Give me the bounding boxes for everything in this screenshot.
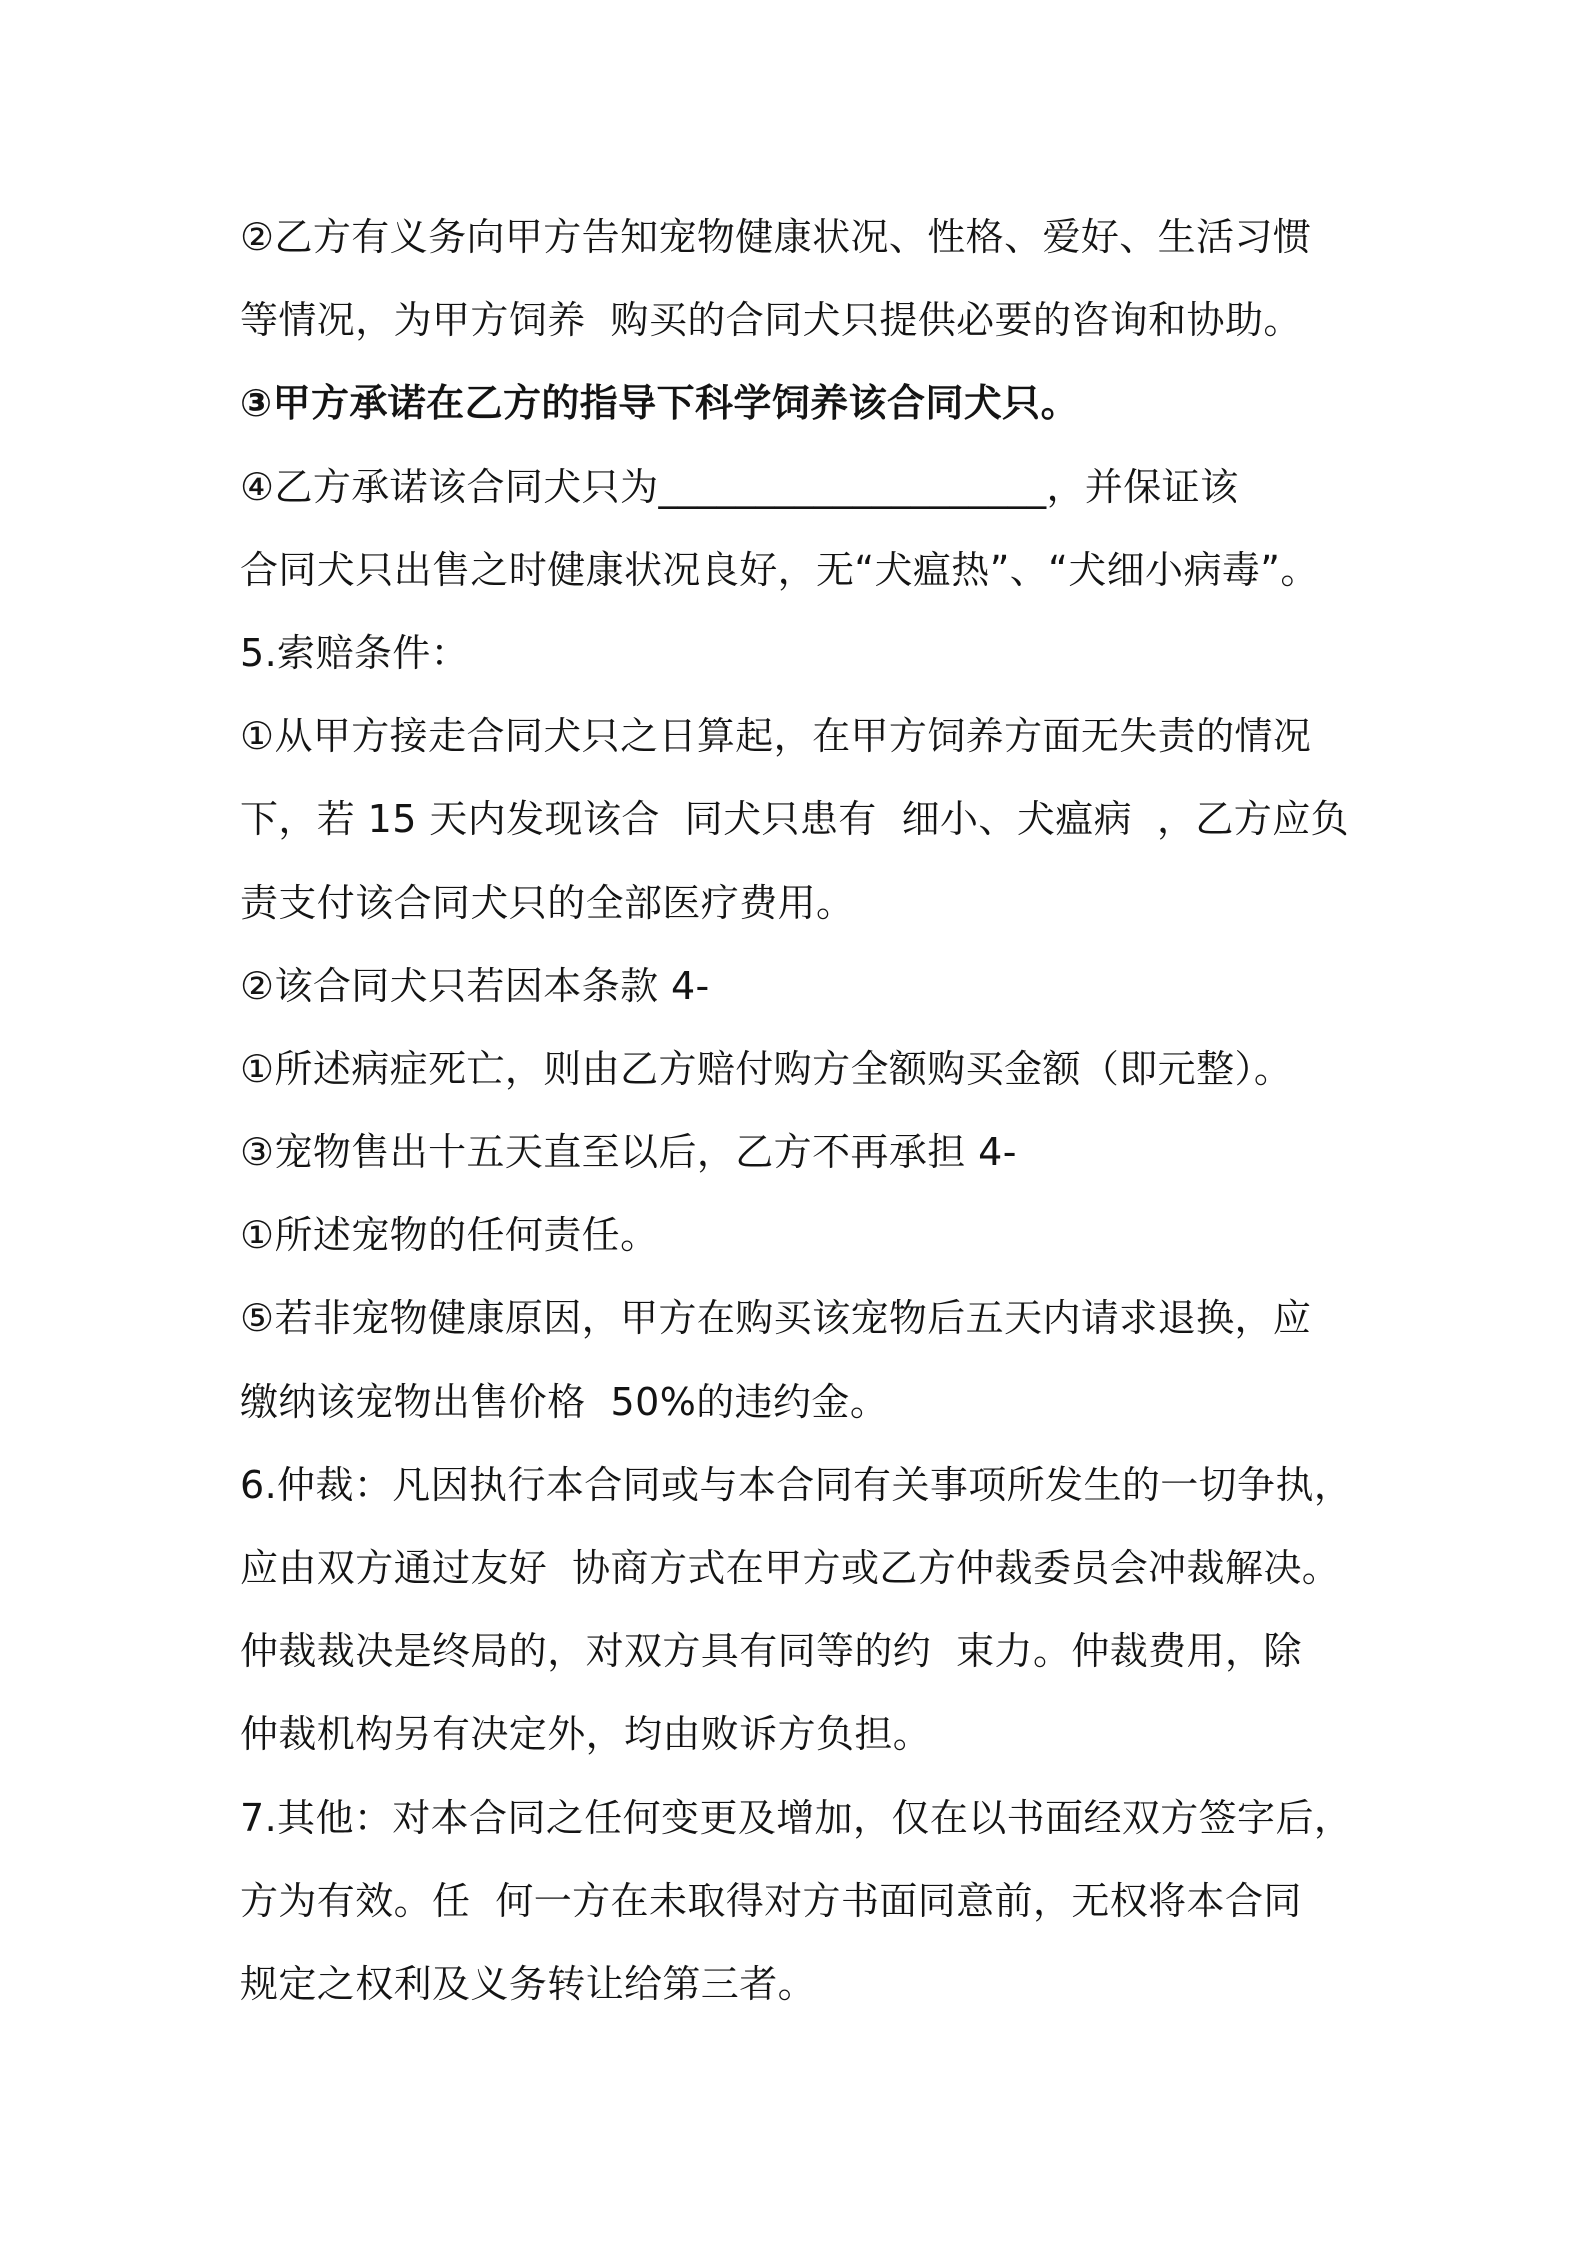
text-line: ①所述病症死亡，则由乙方赔付购方全额购买金额（即元整）。 [240, 1046, 1293, 1091]
text-line: 方为有效。任 何一方在未取得对方书面同意前，无权将本合同 [240, 1878, 1302, 1923]
section-heading: 6.仲裁：凡因执行本合同或与本合同有关事项所发生的一切争执， [240, 1462, 1353, 1507]
text-line: 等情况，为甲方饲养 购买的合同犬只提供必要的咨询和协助。 [240, 298, 1302, 343]
text-line: ③甲方承诺在乙方的指导下科学饲养该合同犬只。 [240, 381, 1079, 426]
text-line: 下，若 15 天内发现该合 同犬只患有 细小、犬瘟病 ，乙方应负 [240, 797, 1349, 842]
text-line: 仲裁机构另有决定外，均由败诉方负担。 [240, 1712, 932, 1757]
text-line: 责支付该合同犬只的全部医疗费用。 [240, 880, 855, 925]
text-line: 合同犬只出售之时健康状况良好，无“犬瘟热”、“犬细小病毒”。 [240, 547, 1319, 592]
text-line: ④乙方承诺该合同犬只为____________________，并保证该 [240, 464, 1239, 509]
text-line: ②乙方有义务向甲方告知宠物健康状况、性格、爱好、生活习惯 [240, 215, 1312, 259]
text-line: ③宠物售出十五天直至以后，乙方不再承担 4- [240, 1130, 1017, 1175]
text-line: ⑤若非宠物健康原因，甲方在购买该宠物后五天内请求退换，应 [240, 1296, 1312, 1341]
text-line: 缴纳该宠物出售价格 50%的违约金。 [240, 1379, 889, 1424]
text-line: 应由双方通过友好 协商方式在甲方或乙方仲裁委员会冲裁解决。 [240, 1546, 1341, 1590]
text-line: 规定之权利及义务转让给第三者。 [240, 1961, 817, 2006]
section-heading: 5.索赔条件： [240, 630, 470, 675]
text-line: ①所述宠物的任何责任。 [240, 1213, 659, 1258]
text-line: ②该合同犬只若因本条款 4- [240, 963, 710, 1008]
document-body [240, 196, 1380, 2026]
text-line: 仲裁裁决是终局的，对双方具有同等的约 束力。仲裁费用，除 [240, 1629, 1302, 1674]
section-heading: 7.其他：对本合同之任何变更及增加，仅在以书面经双方签字后， [240, 1795, 1353, 1840]
text-line: ①从甲方接走合同犬只之日算起，在甲方饲养方面无失责的情况 [240, 714, 1312, 759]
